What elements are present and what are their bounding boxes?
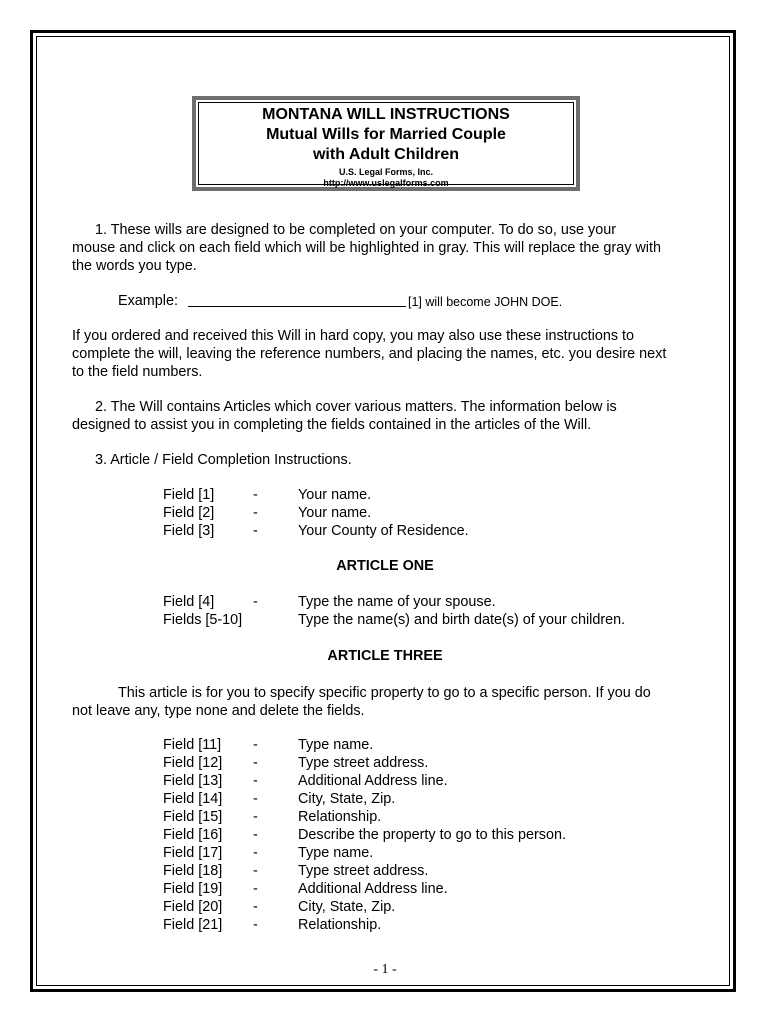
intro-p2-line1: If you ordered and received this Will in hard copy, you may also use these instructions to [72, 328, 635, 344]
field-description: Your County of Residence. [298, 523, 469, 539]
field-label: Field [12] [163, 755, 223, 771]
field-dash: - [253, 755, 258, 771]
article-one-heading: ARTICLE ONE [336, 558, 434, 574]
article-three-text-line2: not leave any, type none and delete the fields. [72, 703, 365, 719]
field-label: Field [2] [163, 505, 215, 521]
field-dash: - [253, 791, 258, 807]
field-description: Type street address. [298, 863, 429, 879]
field-dash: - [253, 487, 258, 503]
field-description: Your name. [298, 487, 372, 503]
document-subtitle-2: with Adult Children [312, 146, 460, 163]
field-label: Field [1] [163, 487, 215, 503]
field-label: Field [19] [163, 881, 223, 897]
field-dash: - [253, 523, 258, 539]
field-label: Field [18] [163, 863, 223, 879]
intro-p1-line3: the words you type. [72, 258, 197, 274]
field-description: City, State, Zip. [298, 791, 396, 807]
field-label: Field [14] [163, 791, 223, 807]
field-label: Field [3] [163, 523, 215, 539]
field-description: Type the name(s) and birth date(s) of your children. [298, 612, 626, 628]
field-dash: - [253, 594, 258, 610]
field-dash: - [253, 899, 258, 915]
intro-p3-line2: designed to assist you in completing the fields contained in the articles of the Will. [72, 417, 592, 433]
intro-p1-line1: 1. These wills are designed to be completed on your computer. To do so, use your [95, 222, 617, 238]
field-description: Type street address. [298, 755, 429, 771]
intro-p2-line3: to the field numbers. [72, 364, 203, 380]
field-dash: - [253, 845, 258, 861]
field-dash: - [253, 737, 258, 753]
field-dash: - [253, 827, 258, 843]
field-dash: - [253, 505, 258, 521]
intro-p1-line2: mouse and click on each field which will be highlighted in gray. This will replace the gray with [72, 240, 661, 256]
field-dash: - [253, 881, 258, 897]
intro-p2-line2: complete the will, leaving the reference numbers, and placing the names, etc. you desire next [72, 346, 667, 362]
article-three-heading: ARTICLE THREE [327, 648, 443, 664]
field-dash: - [253, 863, 258, 879]
article-three-text-line1: This article is for you to specify specific property to go to a specific person. If you do [118, 685, 651, 701]
company-url[interactable]: http://www.uslegalforms.com [323, 178, 449, 188]
field-label: Field [16] [163, 827, 223, 843]
field-description: Type name. [298, 737, 374, 753]
instructions-heading: 3. Article / Field Completion Instructions. [95, 452, 352, 468]
page-number: - 1 - [373, 962, 397, 977]
field-description: Relationship. [298, 809, 382, 825]
field-description: Relationship. [298, 917, 382, 933]
document-title: MONTANA WILL INSTRUCTIONS [262, 106, 510, 123]
field-description: Describe the property to go to this person. [298, 827, 566, 843]
field-label: Field [17] [163, 845, 223, 861]
field-label: Field [20] [163, 899, 223, 915]
document-subtitle: Mutual Wills for Married Couple [266, 126, 506, 143]
field-description: Additional Address line. [298, 881, 448, 897]
company-name: U.S. Legal Forms, Inc. [338, 167, 434, 177]
field-description: Type the name of your spouse. [298, 594, 496, 610]
field-dash: - [253, 917, 258, 933]
field-description: Additional Address line. [298, 773, 448, 789]
field-label: Field [11] [163, 737, 222, 753]
field-label: Field [15] [163, 809, 223, 825]
field-label: Field [21] [163, 917, 223, 933]
field-description: Your name. [298, 505, 372, 521]
field-label: Field [13] [163, 773, 223, 789]
field-dash: - [253, 809, 258, 825]
intro-p3-line1: 2. The Will contains Articles which cover various matters. The information below is [95, 399, 617, 415]
title-box [192, 96, 580, 191]
example-label: Example: [118, 293, 178, 309]
field-label: Fields [5-10] [163, 612, 243, 628]
field-dash: - [253, 773, 258, 789]
field-label: Field [4] [163, 594, 215, 610]
example-blank-line [188, 306, 406, 307]
example-result: [1] will become JOHN DOE. [408, 295, 563, 309]
field-description: City, State, Zip. [298, 899, 396, 915]
field-description: Type name. [298, 845, 374, 861]
